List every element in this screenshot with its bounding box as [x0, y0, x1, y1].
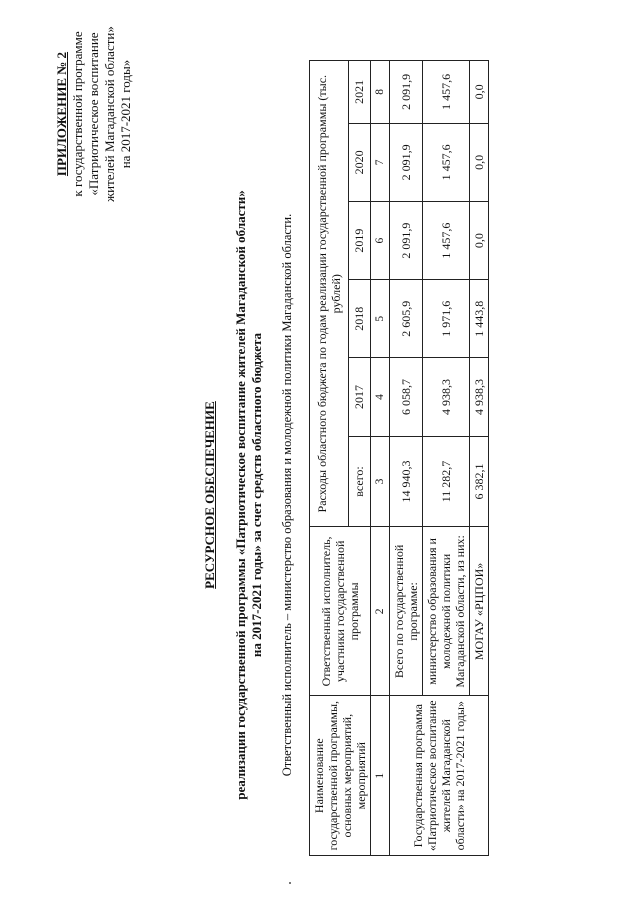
- value-cell: 2 091,9: [390, 201, 423, 279]
- column-number: 8: [371, 61, 390, 124]
- column-number: 5: [371, 280, 390, 358]
- column-number: 4: [371, 358, 390, 436]
- value-cell: 1 971,6: [423, 280, 470, 358]
- appendix-line: к государственной программе: [70, 31, 85, 197]
- responsible-executor: Ответственный исполнитель – министерство образования и молодежной политики Магаданской области.: [280, 213, 294, 777]
- executor-cell: Всего по государственной программе:: [390, 527, 423, 696]
- column-number: 6: [371, 201, 390, 279]
- resource-table: [309, 60, 489, 856]
- total-cell: 14 940,3: [390, 436, 423, 527]
- header-year: 2018: [348, 280, 370, 358]
- appendix-block: [54, 9, 134, 219]
- header-year: 2017: [348, 358, 370, 436]
- column-number-row: [371, 61, 390, 856]
- appendix-line: «Патриотическое воспитание: [86, 32, 101, 196]
- executor-cell: министерство образования и молодежной политики Магаданской области, из них:: [423, 527, 470, 696]
- document-heading: РЕСУРСНОЕ ОБЕСПЕЧЕНИЕ: [202, 401, 217, 589]
- header-year: 2020: [348, 123, 370, 201]
- header-program-name: Наименование государственной программы, основных мероприятий, мероприятий: [310, 696, 371, 856]
- value-cell: 2 605,9: [390, 280, 423, 358]
- value-cell: 4 938,3: [470, 358, 489, 436]
- executor-cell: МОГАУ «РЦПОИ»: [470, 527, 489, 696]
- column-number: 7: [371, 123, 390, 201]
- value-cell: 0,0: [470, 61, 489, 124]
- table-header-row: [310, 61, 349, 856]
- table-row: [390, 61, 423, 856]
- appendix-line: жителей Магаданской области»: [102, 26, 117, 202]
- value-cell: 1 457,6: [423, 123, 470, 201]
- appendix-title: ПРИЛОЖЕНИЕ № 2: [54, 51, 69, 177]
- header-year: 2021: [348, 61, 370, 124]
- column-number: 3: [371, 436, 390, 527]
- value-cell: 1 443,8: [470, 280, 489, 358]
- value-cell: 0,0: [470, 201, 489, 279]
- value-cell: 6 058,7: [390, 358, 423, 436]
- total-cell: 6 382,1: [470, 436, 489, 527]
- document-subheading: [233, 85, 265, 905]
- value-cell: 0,0: [470, 123, 489, 201]
- subheading-line: реализации государственной программы «Патриотическое воспитание жителей Магаданской области»: [233, 190, 248, 800]
- value-cell: 1 457,6: [423, 61, 470, 124]
- value-cell: 2 091,9: [390, 123, 423, 201]
- column-number: 2: [371, 527, 390, 696]
- total-cell: 11 282,7: [423, 436, 470, 527]
- header-executor: Ответственный исполнитель, участники государственной программы: [310, 527, 371, 696]
- program-name-cell: Государственная программа «Патриотическое воспитание жителей Магаданской области» на 2017-2021 годы»: [390, 696, 489, 856]
- header-expenses: Расходы областного бюджета по годам реализации государственной программы (тыс. рублей): [310, 61, 349, 527]
- scan-speck: [289, 882, 291, 884]
- value-cell: 4 938,3: [423, 358, 470, 436]
- value-cell: 1 457,6: [423, 201, 470, 279]
- header-year: 2019: [348, 201, 370, 279]
- column-number: 1: [371, 696, 390, 856]
- subheading-line: на 2017-2021 годы» за счет средств областного бюджета: [249, 332, 264, 658]
- value-cell: 2 091,9: [390, 61, 423, 124]
- appendix-line: на 2017-2021 годы»: [118, 59, 133, 169]
- header-total: всего:: [348, 436, 370, 527]
